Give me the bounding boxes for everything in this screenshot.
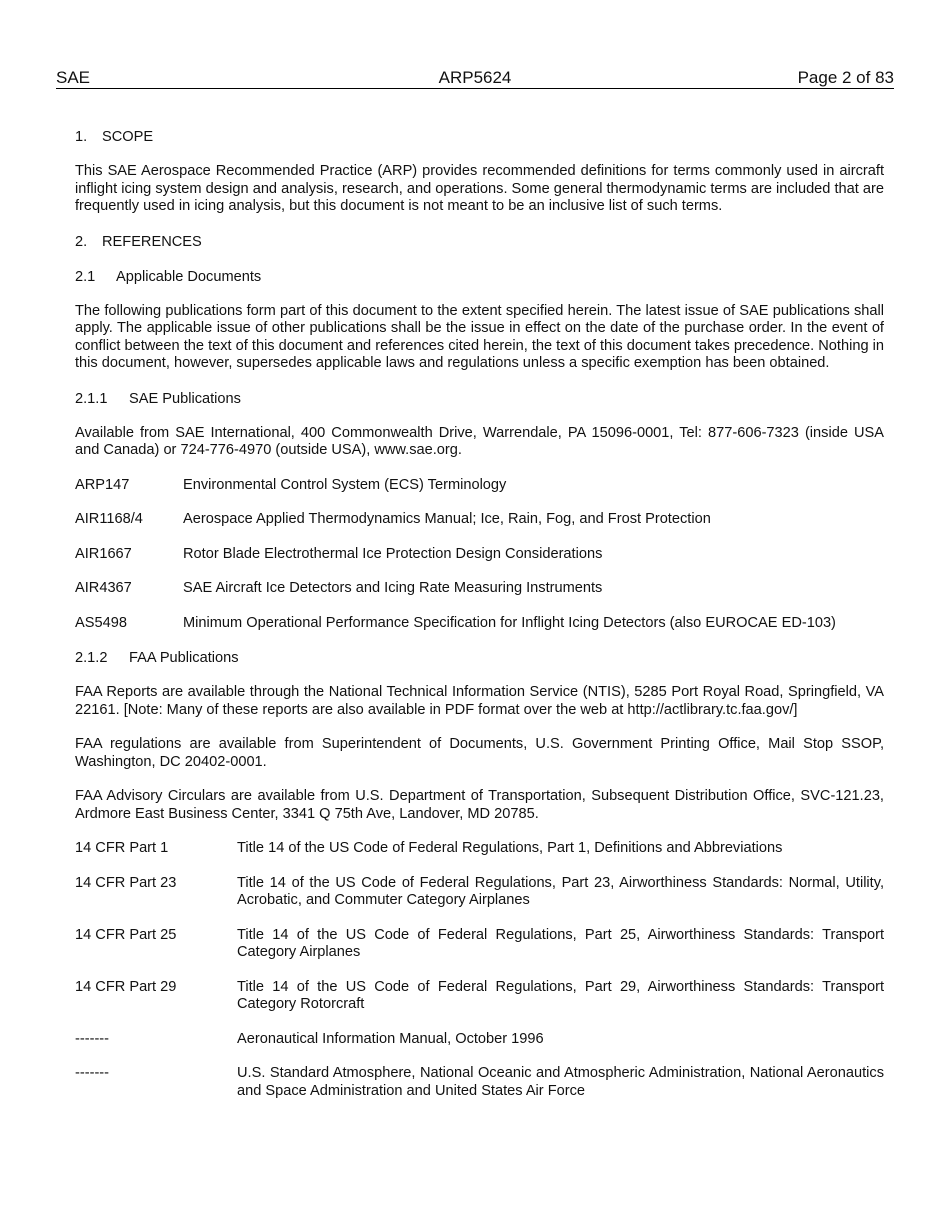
- header-org: SAE: [56, 68, 91, 87]
- section-number: 2.1.2: [75, 650, 108, 666]
- section-heading-references: [75, 233, 884, 251]
- section-number: 2.: [75, 233, 88, 250]
- reference-title: Aeronautical Information Manual, October 1996: [237, 1030, 544, 1047]
- reference-code: -------: [75, 1065, 110, 1081]
- reference-code: 14 CFR Part 25: [75, 926, 177, 943]
- section-title: FAA Publications: [129, 650, 239, 666]
- reference-row: [75, 1031, 884, 1049]
- section-title: Applicable Documents: [116, 268, 262, 285]
- reference-row: [75, 615, 884, 633]
- header-page-number: Page 2 of 83: [797, 68, 894, 87]
- reference-code: AIR1667: [75, 545, 132, 562]
- reference-title: Aerospace Applied Thermodynamics Manual; Ice, Rain, Fog, and Frost Protection: [183, 511, 711, 527]
- reference-row: [75, 840, 884, 858]
- reference-row: [75, 927, 884, 962]
- sae-publications-paragraph: Available from SAE International, 400 Commonwealth Drive, Warrendale, PA 15096-0001, Tel: 877-606-7323 (inside USA and Canada) or 724-776-4970 (outside USA), www.sae.org.: [75, 424, 884, 458]
- reference-title: Minimum Operational Performance Specification for Inflight Icing Detectors (also EUROCAE ED-103): [183, 614, 836, 631]
- reference-title: Title 14 of the US Code of Federal Regulations, Part 25, Airworthiness Standards: Transport Category Airplanes: [237, 926, 884, 960]
- page-body: [75, 128, 884, 1100]
- reference-row: [75, 1065, 884, 1100]
- section-heading-faa-publications: [75, 649, 884, 667]
- reference-code: AIR1168/4: [75, 511, 143, 527]
- reference-title: U.S. Standard Atmosphere, National Oceanic and Atmospheric Administration, National Aeronautics and Space Administration and United States Air Force: [237, 1065, 884, 1099]
- applicable-documents-paragraph: The following publications form part of this document to the extent specified herein. The latest issue of SAE publications shall apply. The applicable issue of other publications shall be the issue in effect on the date of the purchase order. In the event of conflict between the text of this document and references cited herein, the text of this document takes precedence. Nothing in this document, however, supersedes applicable laws and regulations unless a specific exemption has been obtained.: [75, 302, 884, 371]
- faa-regulations-paragraph: FAA regulations are available from Superintendent of Documents, U.S. Government Printing Office, Mail Stop SSOP, Washington, DC 20402-0001.: [75, 736, 884, 770]
- reference-row: [75, 875, 884, 910]
- reference-row: [75, 979, 884, 1014]
- reference-title: Title 14 of the US Code of Federal Regulations, Part 1, Definitions and Abbreviations: [237, 840, 783, 856]
- reference-row: [75, 580, 884, 598]
- faa-reports-paragraph: FAA Reports are available through the National Technical Information Service (NTIS), 5285 Port Royal Road, Springfield, VA 22161. [Note: Many of these reports are also available in PDF format over the web at http://actlibrary.tc.faa.gov/]: [75, 684, 884, 718]
- reference-title: Title 14 of the US Code of Federal Regulations, Part 23, Airworthiness Standards: Normal, Utility, Acrobatic, and Commuter Category Airplanes: [237, 874, 884, 908]
- reference-code: -------: [75, 1030, 110, 1047]
- reference-code: 14 CFR Part 1: [75, 840, 169, 856]
- reference-title: Title 14 of the US Code of Federal Regulations, Part 29, Airworthiness Standards: Transport Category Rotorcraft: [237, 978, 884, 1012]
- reference-code: AS5498: [75, 614, 127, 631]
- section-heading-sae-publications: [75, 390, 884, 408]
- section-title: SCOPE: [102, 129, 154, 145]
- reference-code: 14 CFR Part 29: [75, 978, 177, 995]
- reference-title: SAE Aircraft Ice Detectors and Icing Rate Measuring Instruments: [183, 580, 603, 596]
- section-number: 2.1.1: [75, 390, 108, 407]
- reference-row: [75, 511, 884, 529]
- section-number: 1.: [75, 129, 88, 145]
- faa-advisory-circulars-paragraph: FAA Advisory Circulars are available from U.S. Department of Transportation, Subsequent Distribution Office, SVC-121.23, Ardmore East Business Center, 3341 Q 75th Ave, Landover, MD 20785.: [75, 788, 884, 822]
- reference-row: [75, 477, 884, 495]
- reference-code: ARP147: [75, 476, 130, 493]
- section-heading-applicable-documents: [75, 268, 884, 286]
- header-doc-number: ARP5624: [438, 68, 512, 87]
- reference-row: [75, 546, 884, 564]
- section-number: 2.1: [75, 268, 96, 285]
- page-header: [56, 68, 894, 89]
- reference-code: 14 CFR Part 23: [75, 874, 177, 891]
- section-title: SAE Publications: [129, 390, 241, 407]
- section-title: REFERENCES: [102, 233, 202, 250]
- reference-title: Rotor Blade Electrothermal Ice Protection Design Considerations: [183, 545, 603, 562]
- section-heading-scope: [75, 128, 884, 146]
- reference-title: Environmental Control System (ECS) Terminology: [183, 476, 507, 493]
- reference-code: AIR4367: [75, 580, 132, 596]
- scope-paragraph: This SAE Aerospace Recommended Practice (ARP) provides recommended definitions for terms commonly used in aircraft inflight icing system design and analysis, research, and operations. Some general thermodynamic terms are included that are frequently used in icing analysis, but this document is not meant to be an inclusive list of such terms.: [75, 163, 884, 214]
